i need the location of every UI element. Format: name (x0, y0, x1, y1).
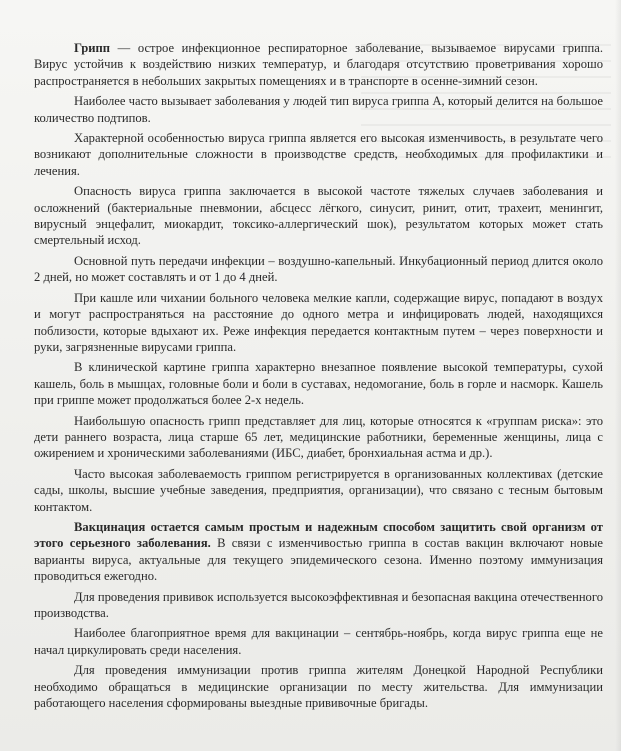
vaccination-emphasis: Вакцинация остается самым простым и надежным способом защитить свой организм от этого серьезного заболевания. (34, 519, 603, 551)
paragraph-where-to-go: Для проведения иммунизации против гриппа жителям Донецкой Народной Республики необходимо обращаться в медицинские организации по месту жительства. Для иммунизации работающего населения сформированы выездные прививочные бригады. (34, 663, 603, 711)
paragraph-vaccine: Для проведения прививок используется высокоэффективная и безопасная вакцина отечественного производства. (34, 589, 603, 620)
flu-definition-text: — острое инфекционное респираторное заболевание, вызываемое вирусами гриппа. Вирус устойчив к воздействию низких температур, и благодаря отсутствию проветривания хорошо распространяется в небольших закрытых помещениях и в транспорте в осенне-зимний сезон. (34, 41, 603, 88)
paragraph-vaccination (34, 519, 603, 585)
paragraph-flu-definition (34, 40, 603, 89)
scan-edge-shadow (615, 0, 621, 751)
paragraph-danger: Опасность вируса гриппа заключается в высокой частоте тяжелых случаев заболевания и осложнений (бактериальные пневмонии, абсцесс лёгкого, синусит, ринит, отит, трахеит, менингит, вирусный энцефалит, миокардит, токсико-аллергический шок), результатом которых может стать смертельный исход. (34, 184, 603, 248)
paragraph-droplets: При кашле или чихании больного человека мелкие капли, содержащие вирус, попадают в воздух и могут распространяться на расстояние до одного метра и инфицировать людей, находящихся поблизости, которые вдыхают их. Реже инфекция передается контактным путем – через поверхности и руки, загрязненные вирусами гриппа. (34, 290, 603, 354)
paragraph-risk-groups: Наибольшую опасность грипп представляет для лиц, которые относятся к «группам риска»: это дети раннего возраста, лица старше 65 лет, медицинские работники, беременные женщины, лица с ожирением и хроническими заболеваниями (ИБС, диабет, бронхиальная астма и др.). (34, 413, 603, 461)
vaccination-text: В связи с изменчивостью гриппа в состав вакцин включают новые варианты вируса, актуальные для текущего эпидемического сезона. Именно поэтому иммунизация проводиться ежегодно. (34, 536, 603, 584)
paragraph-variability: Характерной особенностью вируса гриппа является его высокая изменчивость, в результате чего возникают дополнительные сложности в производстве средств, необходимых для профилактики и лечения. (34, 131, 603, 178)
paragraph-virus-type-a: Наиболее часто вызывает заболевания у людей тип вируса гриппа А, который делится на большое количество подтипов. (34, 94, 603, 125)
paragraph-timing: Наиболее благоприятное время для вакцинации – сентябрь-ноябрь, когда вирус гриппа еще не начал циркулировать среди населения. (34, 626, 603, 657)
term-flu: Грипп (74, 41, 110, 55)
paragraph-symptoms: В клинической картине гриппа характерно внезапное появление высокой температуры, сухой кашель, боль в мышцах, головные боли и боли в суставах, недомогание, боль в горле и насморк. Кашель при гриппе может продолжаться более 2-х недель. (34, 360, 603, 408)
paragraph-collectives: Часто высокая заболеваемость гриппом регистрируется в организованных коллективах (детские сады, школы, высшие учебные заведения, предприятия, организации), что связано с тесным бытовым контактом. (34, 466, 603, 514)
paragraph-transmission: Основной путь передачи инфекции – воздушно-капельный. Инкубационный период длится около 2 дней, но может составлять и от 1 до 4 дней. (34, 253, 603, 285)
